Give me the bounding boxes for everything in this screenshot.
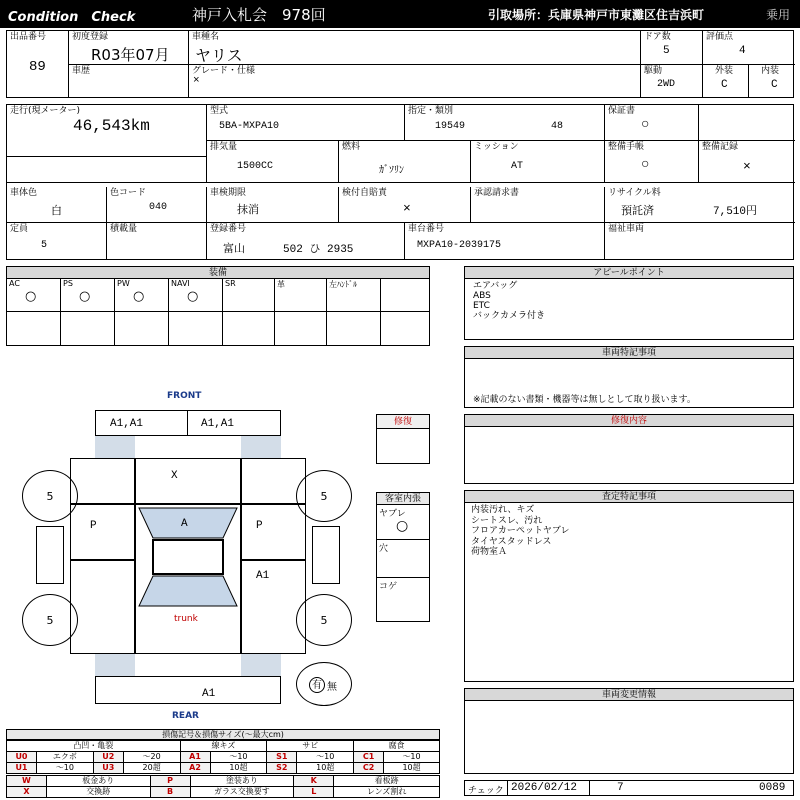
legend-cell: W [7, 776, 47, 787]
drive-cell: 駆動 2WD [641, 65, 703, 97]
legend-cell: 10超 [384, 763, 440, 774]
rear-bumper [95, 676, 281, 704]
text-line: 荷物室Ａ [471, 547, 508, 557]
legend-cell: 〜10 [36, 763, 93, 774]
equipment-label: 革 [277, 280, 285, 289]
grade-cell: グレード・仕様 × [189, 65, 641, 97]
legend-cell: 〜10 [384, 752, 440, 763]
first-reg-value: R03年07月 [91, 46, 170, 64]
tire-front-right: 5 [296, 470, 352, 522]
history-cell: 車歴 [69, 65, 189, 97]
legend-cell: X [7, 787, 47, 798]
left-front-fender [70, 458, 135, 504]
changes-section: 車両変更情報 [464, 688, 794, 774]
lot-cell: 出品番号 89 [7, 31, 69, 97]
legend-cell: S2 [267, 763, 297, 774]
legend-cell: L [294, 787, 334, 798]
plate-cell: 登録番号 富山 502 ひ 2935 [207, 223, 405, 259]
legend-cell: U1 [7, 763, 37, 774]
tire-front-left: 5 [22, 470, 78, 522]
legend-cell: C2 [354, 763, 384, 774]
legend-table-bottom [6, 775, 440, 798]
equipment-label: 左ﾊﾝﾄﾞﾙ [329, 280, 357, 289]
header-bar [0, 0, 800, 28]
brand-title: Condition Check [8, 10, 136, 25]
legend-cell: 10超 [210, 763, 267, 774]
first-reg-cell: 初度登録 R03年07月 [69, 31, 189, 65]
category-label: 乗用 [766, 8, 791, 22]
doors-cell: ドア数 5 [641, 31, 703, 65]
text-line: ABS [473, 291, 491, 301]
recycle-cell: リサイクル料 預託済 7,510円 [605, 187, 795, 223]
mileage-cell: 走行(現メーター) 46,543km [7, 105, 207, 157]
model-cell: 型式 5BA-MXPA10 [207, 105, 405, 141]
appeal-section: アピールポイント エアバッグ ABS ETC バックカメラ付き [464, 266, 794, 340]
equipment-1 [61, 279, 115, 345]
pickup-location: 引取場所：兵庫県神戸市東灘区住吉浜町 [488, 8, 705, 22]
legend-cell: 10超 [297, 763, 354, 774]
legend-cell: 塗装あり [190, 776, 294, 787]
service-record-cell: 整備記録 × [699, 141, 795, 183]
special-notes-section: 車両特記事項 ※記載のない書類・機器等は無しとして取り扱います。 [464, 346, 794, 408]
specs-block [6, 104, 794, 260]
legend-cell: A1 [180, 752, 210, 763]
text-line: シートスレ、汚れ [471, 515, 543, 526]
text-line: 内装汚れ、キズ [471, 505, 535, 515]
spare-tire-marker: 有 無 [296, 662, 352, 706]
mileage-value: 46,543km [73, 117, 150, 135]
inspection-cell: 車検期限 抹消 [207, 187, 339, 223]
legend-cell: P [150, 776, 190, 787]
text-line: ETC [473, 301, 490, 311]
equipment-section: 装備 AC ○ PS ○ PW ○ NAVI ○ SR 革 左ﾊﾝﾄﾞﾙ [6, 266, 430, 346]
repair-box: 修復 [376, 414, 430, 464]
equipment-label: NAVI [171, 279, 190, 288]
interior-box: 客室内張 ヤブレ ○ 穴 コゲ [376, 492, 430, 622]
appeal-lines [473, 281, 545, 321]
approval-cell: 承認請求書 [471, 187, 605, 223]
welfare-cell: 福祉車両 [608, 224, 645, 234]
legend-cell: 〜10 [297, 752, 354, 763]
windshield-svg [135, 504, 241, 654]
equipment-value: ○ [133, 289, 145, 304]
color-code-cell: 色コード 040 [107, 187, 207, 223]
legend-cell: K [294, 776, 334, 787]
interior-cell: 内装 C [761, 66, 780, 91]
equipment-value: ○ [25, 289, 37, 304]
designation-cell: 指定・類別 19549 48 [405, 105, 605, 141]
displacement-cell: 排気量 1500CC [207, 141, 339, 183]
legend-cell: U0 [7, 752, 37, 763]
warranty-blank-cell [699, 105, 795, 141]
special-note: ※記載のない書類・機器等は無しとして取り扱います。 [473, 395, 696, 405]
equipment-value: ○ [187, 289, 199, 304]
legend-cell: U2 [93, 752, 123, 763]
left-mirror [36, 526, 64, 584]
exterior-cell: 外装 C [703, 65, 749, 97]
legend-cell: C1 [354, 752, 384, 763]
equipment-value: ○ [79, 289, 91, 304]
equipment-grid [7, 279, 429, 345]
car-name-value: ヤリス [195, 46, 243, 65]
text-line: バックカメラ付き [473, 311, 546, 321]
repair-content-section: 修復内容 [464, 414, 794, 484]
basic-info-block [6, 30, 794, 98]
equipment-0 [7, 279, 61, 345]
legend-cell: S1 [267, 752, 297, 763]
car-name-cell: 車種名 ヤリス [189, 31, 641, 65]
chassis-cell: 車台番号 MXPA10-2039175 [405, 223, 605, 259]
legend-cell: 看板跡 [334, 776, 440, 787]
equipment-2 [115, 279, 169, 345]
equipment-5 [275, 279, 327, 345]
check-footer: チェック 2026/02/12 7 0089 [464, 780, 794, 796]
insurance-cell: 検付自賠責 × [339, 187, 471, 223]
capacity-cell: 定員 5 [7, 223, 107, 259]
equipment-label: SR [225, 279, 236, 288]
text-line: タイヤスタッドレス [471, 536, 552, 547]
damage-legend: 損傷記号＆損傷サイズ(〜最大cm) 凸凹・亀裂 線キズ サビ 腐食 U0 エクボ U2 〜20 A1 〜10 S1 〜10 C1 〜10 U1 〜10 U3 20超 A2 10超 S2 10超 C2 10超 W 板金あり P 塗装あり K 看板跡 X 交換跡 B ガラス交換要す L レンズ割れ [6, 729, 440, 797]
equipment-label: PS [63, 279, 73, 288]
equipment-label: AC [9, 279, 20, 288]
hood [135, 458, 241, 504]
warranty-cell: 保証書 ○ [605, 105, 699, 141]
fuel-cell: 燃料 ｶﾞｿﾘﾝ [339, 141, 471, 183]
left-rear [70, 560, 135, 654]
equipment-4 [223, 279, 275, 345]
tire-rear-right: 5 [296, 594, 352, 646]
legend-cell: A2 [180, 763, 210, 774]
service-book-cell: 整備手帳 ○ [605, 141, 699, 183]
text-line: エアバッグ [473, 281, 518, 291]
right-rear [241, 560, 306, 654]
assessment-section: 査定特記事項 内装汚れ、キズ シートスレ、汚れ フロアカーペットヤブレ タイヤスタッドレス 荷物室Ａ [464, 490, 794, 682]
legend-cell: 〜20 [123, 752, 180, 763]
legend-cell: 〜10 [210, 752, 267, 763]
legend-cell: B [150, 787, 190, 798]
tire-rear-left: 5 [22, 594, 78, 646]
score-cell: 評価点 4 [703, 31, 795, 65]
score-value: 4 [739, 45, 746, 57]
legend-cell: 板金あり [46, 776, 150, 787]
legend-cell: ガラス交換要す [190, 787, 294, 798]
load-cell: 積載量 [107, 223, 207, 259]
mileage-blank-cell [7, 157, 207, 183]
right-door [241, 504, 306, 560]
equipment-6 [327, 279, 381, 345]
mission-cell: ミッション AT [471, 141, 605, 183]
legend-cell: レンズ割れ [334, 787, 440, 798]
auction-title: 神戸入札会 978回 [192, 6, 326, 24]
lot-number: 89 [29, 59, 46, 75]
check-date: 2026/02/12 [511, 782, 578, 794]
equipment-3 [169, 279, 223, 345]
car-diagram: FRONT A1,A1 A1,A1 X P P A1 A trunk A1 REAR 5 5 5 5 有 無 修復 客室内張 ヤブレ ○ 穴 コゲ [0, 380, 460, 720]
legend-cell: U3 [93, 763, 123, 774]
legend-table-top: 凸凹・亀裂 線キズ サビ 腐食 U0 エクボ U2 〜20 A1 〜10 S1 〜10 C1 〜10 U1 〜10 U3 20超 A2 10超 S2 10超 C2 10超 [6, 740, 440, 774]
rear-label: REAR [172, 711, 199, 721]
right-mirror [312, 526, 340, 584]
legend-cell: 20超 [123, 763, 180, 774]
legend-cell: 交換跡 [46, 787, 150, 798]
assessment-lines [471, 505, 570, 558]
legend-cell: エクボ [36, 752, 93, 763]
left-door [70, 504, 135, 560]
color-cell: 車体色 白 [7, 187, 107, 223]
front-label: FRONT [167, 391, 202, 401]
text-line: フロアカーペットヤブレ [471, 526, 570, 536]
equipment-label: PW [117, 279, 130, 288]
